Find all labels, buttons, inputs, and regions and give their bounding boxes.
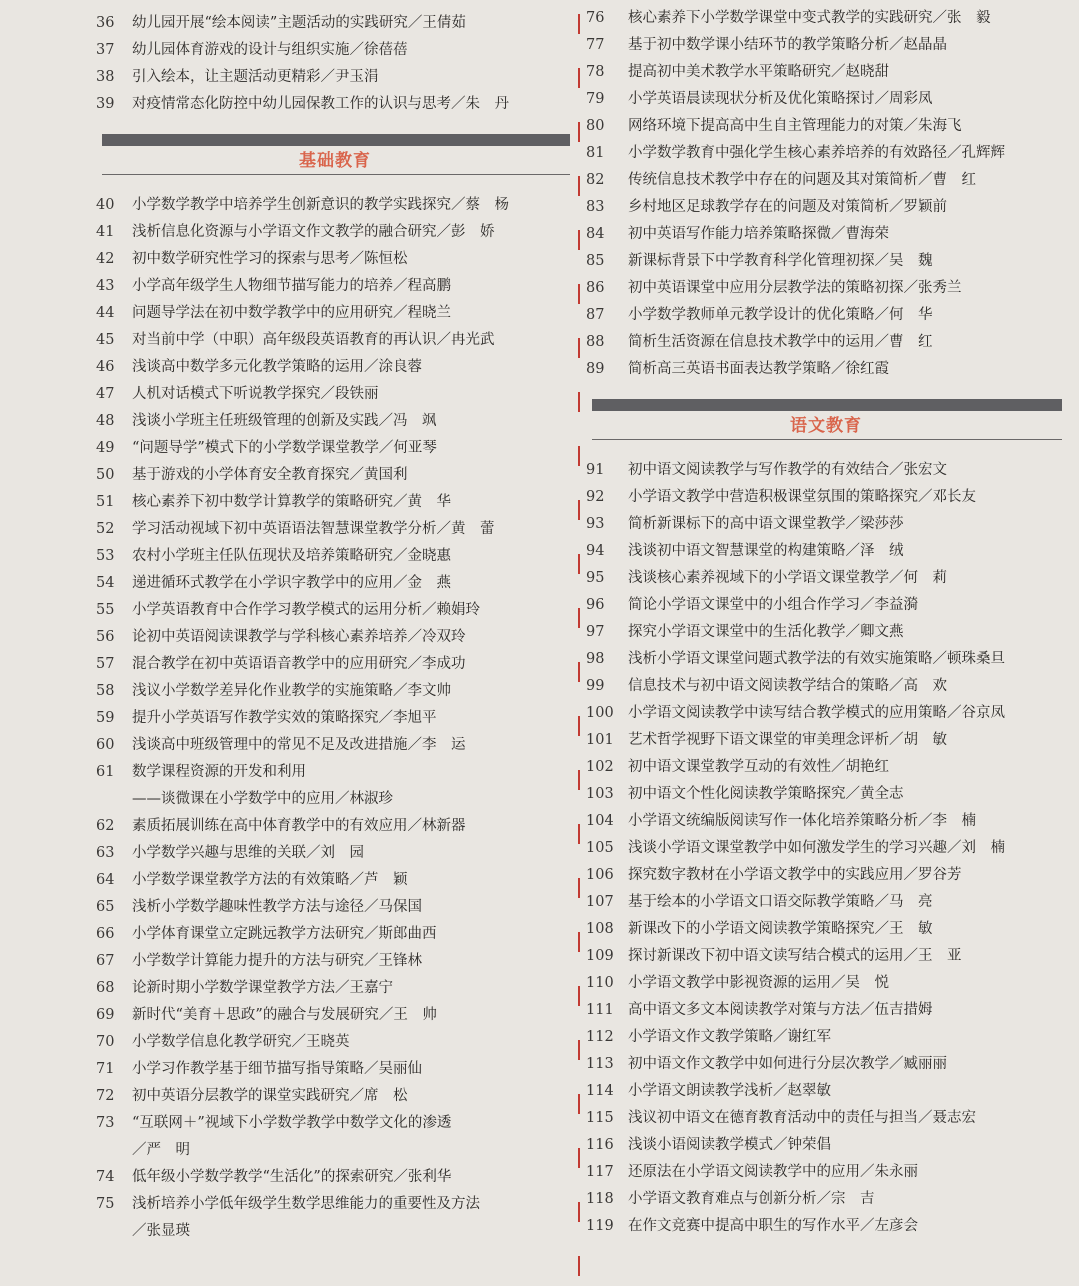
- toc-entry: [96, 840, 574, 867]
- edge-mark: [578, 932, 580, 952]
- edge-mark: [578, 824, 580, 844]
- toc-entry: [96, 948, 574, 975]
- edge-mark: [578, 716, 580, 736]
- edge-mark: [578, 1040, 580, 1060]
- page-number: 100: [586, 705, 614, 721]
- toc-entry: [586, 835, 1066, 862]
- entry-title: 核心素养下小学数学课堂中变式教学的实践研究／张 毅: [628, 10, 991, 26]
- toc-entry: [96, 1110, 574, 1137]
- page-number: 40: [96, 197, 115, 213]
- page-number: 48: [96, 413, 115, 429]
- entry-title: 探究小学语文课堂中的生活化教学／卿文燕: [628, 624, 904, 640]
- toc-entry: [586, 167, 1066, 194]
- left-column: [96, 10, 574, 1245]
- entry-title: 信息技术与初中语文阅读教学结合的策略／高 欢: [628, 678, 947, 694]
- toc-entry: [586, 916, 1066, 943]
- page-number: 69: [96, 1007, 115, 1023]
- entry-title: 浅谈高中数学多元化教学策略的运用／涂良蓉: [132, 359, 422, 375]
- toc-entry: [96, 37, 574, 64]
- toc-entry: [96, 1164, 574, 1191]
- toc-entry: [586, 619, 1066, 646]
- page-number: 83: [586, 199, 605, 215]
- toc-entry: [586, 1024, 1066, 1051]
- page-number: 105: [586, 840, 614, 856]
- toc-entry: [586, 862, 1066, 889]
- toc-entry: [586, 275, 1066, 302]
- entry-title: 小学语文统编版阅读写作一体化培养策略分析／李 楠: [628, 813, 976, 829]
- page-number: 88: [586, 334, 605, 350]
- entry-title: 浅谈小学语文课堂教学中如何激发学生的学习兴趣／刘 楠: [628, 840, 1005, 856]
- page-number: 66: [96, 926, 115, 942]
- page-number: 97: [586, 624, 605, 640]
- entry-title: 对当前中学（中职）高年级段英语教育的再认识／冉光武: [132, 332, 495, 348]
- entry-title: 递进循环式教学在小学识字教学中的应用／金 燕: [132, 575, 451, 591]
- edge-mark: [578, 1094, 580, 1114]
- entry-title: 浅析小学数学趣味性教学方法与途径／马保国: [132, 899, 422, 915]
- page-number: 92: [586, 489, 605, 505]
- entry-title: 农村小学班主任队伍现状及培养策略研究／金晓惠: [132, 548, 451, 564]
- entry-title: 小学数学教育中强化学生核心素养培养的有效路径／孔辉辉: [628, 145, 1005, 161]
- entry-title: 初中语文阅读教学与写作教学的有效结合／张宏文: [628, 462, 947, 478]
- toc-entry: [96, 91, 574, 118]
- page-number: 74: [96, 1169, 115, 1185]
- toc-entry: [586, 1159, 1066, 1186]
- page-number: 94: [586, 543, 605, 559]
- entry-title: 新课标背景下中学教育科学化管理初探／吴 魏: [628, 253, 933, 269]
- toc-entry: [586, 997, 1066, 1024]
- page-number: 50: [96, 467, 115, 483]
- entry-title: 混合教学在初中英语语音教学中的应用研究／李成功: [132, 656, 466, 672]
- page-number: 38: [96, 69, 115, 85]
- toc-entry: [586, 1132, 1066, 1159]
- page-number: 56: [96, 629, 115, 645]
- toc-entry: [586, 538, 1066, 565]
- entry-title: 还原法在小学语文阅读教学中的应用／朱永丽: [628, 1164, 918, 1180]
- entry-title: 小学数学兴趣与思维的关联／刘 园: [132, 845, 364, 861]
- page-number: 46: [96, 359, 115, 375]
- toc-entry: [96, 273, 574, 300]
- edge-mark: [578, 1148, 580, 1168]
- entry-title: 论初中英语阅读课教学与学科核心素养培养／冷双玲: [132, 629, 466, 645]
- page-number: 45: [96, 332, 115, 348]
- edge-mark: [578, 14, 580, 34]
- toc-entry: [586, 140, 1066, 167]
- page-number: 91: [586, 462, 605, 478]
- toc-entry: [96, 867, 574, 894]
- toc-entry: [96, 570, 574, 597]
- page-number: 63: [96, 845, 115, 861]
- toc-entry: [96, 624, 574, 651]
- entry-title: 基于初中数学课小结环节的教学策略分析／赵晶晶: [628, 37, 947, 53]
- page-number: 76: [586, 10, 605, 26]
- toc-entry: [586, 5, 1066, 32]
- toc-entry: [96, 408, 574, 435]
- entry-title: 艺术哲学视野下语文课堂的审美理念评析／胡 敏: [628, 732, 947, 748]
- entry-title: 素质拓展训练在高中体育教学中的有效应用／林新器: [132, 818, 466, 834]
- page-number: 72: [96, 1088, 115, 1104]
- toc-entry: [586, 673, 1066, 700]
- entry-title: 小学数学课堂教学方法的有效策略／芦 颖: [132, 872, 408, 888]
- edge-mark: [578, 68, 580, 88]
- page-number: 81: [586, 145, 605, 161]
- toc-entry: [586, 889, 1066, 916]
- toc-entry: [96, 246, 574, 273]
- entry-title: 乡村地区足球教学存在的问题及对策简析／罗颖前: [628, 199, 947, 215]
- page-number: 71: [96, 1061, 115, 1077]
- toc-entry: [96, 894, 574, 921]
- page-number: 79: [586, 91, 605, 107]
- page-number: 54: [96, 575, 115, 591]
- entry-title: 学习活动视域下初中英语语法智慧课堂教学分析／黄 蕾: [132, 521, 495, 537]
- right-column: [586, 5, 1066, 1240]
- entry-title: 小学语文教学中营造积极课堂氛围的策略探究／邓长友: [628, 489, 976, 505]
- page-number: 98: [586, 651, 605, 667]
- entry-title: 小学语文朗读教学浅析／赵翠敏: [628, 1083, 831, 1099]
- page-number: 113: [586, 1056, 614, 1072]
- toc-entry: [96, 813, 574, 840]
- page-edge-marks: [578, 0, 582, 1286]
- entry-title: 浅谈高中班级管理中的常见不足及改进措施／李 运: [132, 737, 466, 753]
- page-number: 95: [586, 570, 605, 586]
- toc-entry: [586, 194, 1066, 221]
- entry-title: 小学语文教育难点与创新分析／宗 吉: [628, 1191, 875, 1207]
- entry-title: 初中英语课堂中应用分层教学法的策略初探／张秀兰: [628, 280, 962, 296]
- toc-entry: [586, 221, 1066, 248]
- toc-entry: [96, 10, 574, 37]
- toc-entry: [96, 759, 574, 786]
- edge-mark: [578, 662, 580, 682]
- page-number: 70: [96, 1034, 115, 1050]
- toc-entry: [586, 700, 1066, 727]
- entry-title: 小学高年级学生人物细节描写能力的培养／程高鹏: [132, 278, 451, 294]
- page-number: 65: [96, 899, 115, 915]
- toc-entry: [586, 727, 1066, 754]
- entry-title: 小学数学计算能力提升的方法与研究／王锋林: [132, 953, 422, 969]
- entry-title: 简论小学语文课堂中的小组合作学习／李益漪: [628, 597, 918, 613]
- toc-entry: [96, 1083, 574, 1110]
- toc-entry: [586, 302, 1066, 329]
- section-bar: [102, 134, 570, 146]
- entry-title: 探讨新课改下初中语文读写结合模式的运用／王 亚: [628, 948, 962, 964]
- toc-entry: [586, 1105, 1066, 1132]
- page-number: 73: [96, 1115, 115, 1131]
- toc-entry: [96, 1002, 574, 1029]
- page-number: 42: [96, 251, 115, 267]
- toc-entry: [586, 248, 1066, 275]
- page-number: 86: [586, 280, 605, 296]
- edge-mark: [578, 1256, 580, 1276]
- page-number: 78: [586, 64, 605, 80]
- entry-title: 提高初中美术教学水平策略研究／赵晓甜: [628, 64, 889, 80]
- section-header: [586, 389, 1066, 449]
- page-number: 84: [586, 226, 605, 242]
- page-number: 87: [586, 307, 605, 323]
- entry-title: 小学语文阅读教学中读写结合教学模式的应用策略／谷京凤: [628, 705, 1005, 721]
- edge-mark: [578, 176, 580, 196]
- edge-mark: [578, 230, 580, 250]
- entry-title: 浅谈初中语文智慧课堂的构建策略／泽 绒: [628, 543, 904, 559]
- toc-entry: [586, 457, 1066, 484]
- entry-title: 核心素养下初中数学计算教学的策略研究／黄 华: [132, 494, 451, 510]
- page-number: 68: [96, 980, 115, 996]
- toc-entry: [96, 705, 574, 732]
- toc-entry: [96, 1056, 574, 1083]
- page-number: 82: [586, 172, 605, 188]
- toc-entry: [96, 300, 574, 327]
- entry-title: 小学数学信息化教学研究／王晓英: [132, 1034, 350, 1050]
- page-number: 89: [586, 361, 605, 377]
- toc-entry: [586, 113, 1066, 140]
- edge-mark: [578, 284, 580, 304]
- toc-entry: [586, 970, 1066, 997]
- page-number: 85: [586, 253, 605, 269]
- entry-title: 小学数学教师单元教学设计的优化策略／何 华: [628, 307, 933, 323]
- page-number: 47: [96, 386, 115, 402]
- entry-title: 小学语文作文教学策略／谢红军: [628, 1029, 831, 1045]
- entry-title-continued: ／张显瑛: [132, 1223, 190, 1239]
- page-number: 41: [96, 224, 115, 240]
- entry-title: 小学英语教育中合作学习教学模式的运用分析／赖娟玲: [132, 602, 480, 618]
- page-number: 112: [586, 1029, 614, 1045]
- toc-entry: [586, 1051, 1066, 1078]
- toc-entry: [586, 1213, 1066, 1240]
- entry-title: 引入绘本，让主题活动更精彩／尹玉涓: [132, 69, 379, 85]
- entry-title: 数学课程资源的开发和利用: [132, 764, 306, 780]
- toc-entry: [586, 511, 1066, 538]
- entry-title: 浅析小学语文课堂问题式教学法的有效实施策略／顿珠桑旦: [628, 651, 1005, 667]
- toc-entry: [96, 462, 574, 489]
- page-number: 117: [586, 1164, 614, 1180]
- section-title: 语文教育: [790, 416, 862, 436]
- page-number: 61: [96, 764, 115, 780]
- page-number: 104: [586, 813, 614, 829]
- toc-entry: [586, 565, 1066, 592]
- page-number: 67: [96, 953, 115, 969]
- entry-title: 浅析信息化资源与小学语文作文教学的融合研究／彭 娇: [132, 224, 495, 240]
- toc-entry: [586, 781, 1066, 808]
- edge-mark: [578, 878, 580, 898]
- page-number: 110: [586, 975, 614, 991]
- entry-title: 幼儿园体育游戏的设计与组织实施／徐蓓蓓: [132, 42, 408, 58]
- page-number: 55: [96, 602, 115, 618]
- entry-title: 探究数字教材在小学语文教学中的实践应用／罗谷芳: [628, 867, 962, 883]
- toc-entry: [586, 356, 1066, 383]
- section-title: 基础教育: [299, 151, 371, 171]
- page-number: 43: [96, 278, 115, 294]
- entry-title: 简析生活资源在信息技术教学中的运用／曹 红: [628, 334, 933, 350]
- toc-entry: [96, 64, 574, 91]
- page-number: 44: [96, 305, 115, 321]
- entry-title: 浅谈小语阅读教学模式／钟荣倡: [628, 1137, 831, 1153]
- entry-title: 基于绘本的小学语文口语交际教学策略／马 亮: [628, 894, 933, 910]
- page-number: 36: [96, 15, 115, 31]
- toc-entry: [96, 678, 574, 705]
- entry-title: 初中语文作文教学中如何进行分层次教学／臧丽丽: [628, 1056, 947, 1072]
- entry-title-continued: ／严 明: [132, 1142, 190, 1158]
- page-number: 75: [96, 1196, 115, 1212]
- toc-entry: [96, 1191, 574, 1218]
- entry-title: 对疫情常态化防控中幼儿园保教工作的认识与思考／朱 丹: [132, 96, 509, 112]
- entry-title: 新课改下的小学语文阅读教学策略探究／王 敏: [628, 921, 933, 937]
- toc-entry: [586, 1186, 1066, 1213]
- toc-entry: [96, 651, 574, 678]
- page-number: 116: [586, 1137, 614, 1153]
- section-bar: [592, 399, 1062, 411]
- toc-entry: [96, 1218, 574, 1245]
- section-rule: [592, 439, 1062, 440]
- toc-entry: [96, 975, 574, 1002]
- toc-entry: [96, 786, 574, 813]
- toc-entry: [586, 59, 1066, 86]
- entry-title: 在作文竞赛中提高中职生的写作水平／左彦会: [628, 1218, 918, 1234]
- page-number: 103: [586, 786, 614, 802]
- page-number: 57: [96, 656, 115, 672]
- page-number: 111: [586, 1002, 614, 1018]
- entry-title: 初中语文课堂教学互动的有效性／胡艳红: [628, 759, 889, 775]
- edge-mark: [578, 986, 580, 1006]
- entry-title: 浅议小学数学差异化作业教学的实施策略／李文帅: [132, 683, 451, 699]
- toc-entry: [586, 32, 1066, 59]
- toc-entry: [96, 732, 574, 759]
- entry-title: 低年级小学数学教学“生活化”的探索研究／张利华: [132, 1169, 452, 1185]
- entry-title: 问题导学法在初中数学教学中的应用研究／程晓兰: [132, 305, 451, 321]
- page-number: 109: [586, 948, 614, 964]
- page-number: 102: [586, 759, 614, 775]
- entry-title: 小学语文教学中影视资源的运用／吴 悦: [628, 975, 889, 991]
- page-number: 107: [586, 894, 614, 910]
- toc-entry: [586, 1078, 1066, 1105]
- toc-entry: [96, 1029, 574, 1056]
- page-number: 49: [96, 440, 115, 456]
- entry-title: “互联网＋”视域下小学数学教学中数学文化的渗透: [132, 1115, 452, 1131]
- edge-mark: [578, 1202, 580, 1222]
- edge-mark: [578, 122, 580, 142]
- entry-title: 高中语文多文本阅读教学对策与方法／伍吉措姆: [628, 1002, 933, 1018]
- page-number: 77: [586, 37, 605, 53]
- entry-title: 浅议初中语文在德育教育活动中的责任与担当／聂志宏: [628, 1110, 976, 1126]
- toc-entry: [586, 808, 1066, 835]
- toc-entry: [96, 597, 574, 624]
- page-number: 64: [96, 872, 115, 888]
- entry-title: 论新时期小学数学课堂教学方法／王嘉宁: [132, 980, 393, 996]
- page-number: 53: [96, 548, 115, 564]
- entry-title: 传统信息技术教学中存在的问题及其对策简析／曹 红: [628, 172, 976, 188]
- entry-title: 浅谈小学班主任班级管理的创新及实践／冯 飒: [132, 413, 437, 429]
- entry-title: 小学数学教学中培养学生创新意识的教学实践探究／蔡 杨: [132, 197, 509, 213]
- toc-entry: [96, 1137, 574, 1164]
- entry-title: 基于游戏的小学体育安全教育探究／黄国利: [132, 467, 408, 483]
- toc-entry: [586, 592, 1066, 619]
- page-number: 96: [586, 597, 605, 613]
- page-number: 52: [96, 521, 115, 537]
- entry-title: 初中英语分层教学的课堂实践研究／席 松: [132, 1088, 408, 1104]
- entry-title: 简析高三英语书面表达教学策略／徐红霞: [628, 361, 889, 377]
- page-number: 99: [586, 678, 605, 694]
- page-number: 51: [96, 494, 115, 510]
- toc-entry: [586, 86, 1066, 113]
- entry-title: 初中数学研究性学习的探索与思考／陈恒松: [132, 251, 408, 267]
- page-number: 115: [586, 1110, 614, 1126]
- entry-title: 简析新课标下的高中语文课堂教学／梁莎莎: [628, 516, 904, 532]
- entry-title: 初中英语写作能力培养策略探微／曹海荣: [628, 226, 889, 242]
- edge-mark: [578, 392, 580, 412]
- edge-mark: [578, 446, 580, 466]
- page-number: 118: [586, 1191, 614, 1207]
- edge-mark: [578, 608, 580, 628]
- edge-mark: [578, 770, 580, 790]
- toc-entry: [586, 484, 1066, 511]
- page-number: 59: [96, 710, 115, 726]
- entry-title: 新时代“美育＋思政”的融合与发展研究／王 帅: [132, 1007, 437, 1023]
- toc-entry: [96, 219, 574, 246]
- toc-entry: [96, 921, 574, 948]
- page-number: 39: [96, 96, 115, 112]
- page-number: 106: [586, 867, 614, 883]
- entry-title: 幼儿园开展“绘本阅读”主题活动的实践研究／王倩茹: [132, 15, 466, 31]
- toc-entry: [96, 192, 574, 219]
- page-number: 58: [96, 683, 115, 699]
- entry-title: “问题导学”模式下的小学数学课堂教学／何亚琴: [132, 440, 437, 456]
- section-header: [96, 124, 574, 184]
- page-number: 93: [586, 516, 605, 532]
- edge-mark: [578, 554, 580, 574]
- page-number: 80: [586, 118, 605, 134]
- entry-title-continued: ——谈微课在小学数学中的应用／林淑珍: [132, 791, 393, 807]
- toc-entry: [96, 543, 574, 570]
- entry-title: 人机对话模式下听说教学探究／段铁丽: [132, 386, 379, 402]
- entry-title: 网络环境下提高高中生自主管理能力的对策／朱海飞: [628, 118, 962, 134]
- entry-title: 小学英语晨读现状分析及优化策略探讨／周彩凤: [628, 91, 933, 107]
- toc-entry: [96, 327, 574, 354]
- entry-title: 小学习作教学基于细节描写指导策略／吴丽仙: [132, 1061, 422, 1077]
- toc-entry: [586, 329, 1066, 356]
- edge-mark: [578, 500, 580, 520]
- entry-title: 提升小学英语写作教学实效的策略探究／李旭平: [132, 710, 437, 726]
- toc-entry: [96, 516, 574, 543]
- edge-mark: [578, 338, 580, 358]
- toc-entry: [96, 489, 574, 516]
- page-number: 37: [96, 42, 115, 58]
- page-number: 119: [586, 1218, 614, 1234]
- toc-entry: [96, 354, 574, 381]
- toc-entry: [96, 435, 574, 462]
- toc-entry: [586, 754, 1066, 781]
- entry-title: 小学体育课堂立定跳远教学方法研究／斯郎曲西: [132, 926, 437, 942]
- page-number: 114: [586, 1083, 614, 1099]
- page-number: 101: [586, 732, 614, 748]
- toc-entry: [586, 943, 1066, 970]
- page-number: 62: [96, 818, 115, 834]
- section-rule: [102, 174, 570, 175]
- entry-title: 浅析培养小学低年级学生数学思维能力的重要性及方法: [132, 1196, 480, 1212]
- page-number: 60: [96, 737, 115, 753]
- toc-entry: [586, 646, 1066, 673]
- toc-entry: [96, 381, 574, 408]
- page-number: 108: [586, 921, 614, 937]
- entry-title: 初中语文个性化阅读教学策略探究／黄全志: [628, 786, 904, 802]
- entry-title: 浅谈核心素养视域下的小学语文课堂教学／何 莉: [628, 570, 947, 586]
